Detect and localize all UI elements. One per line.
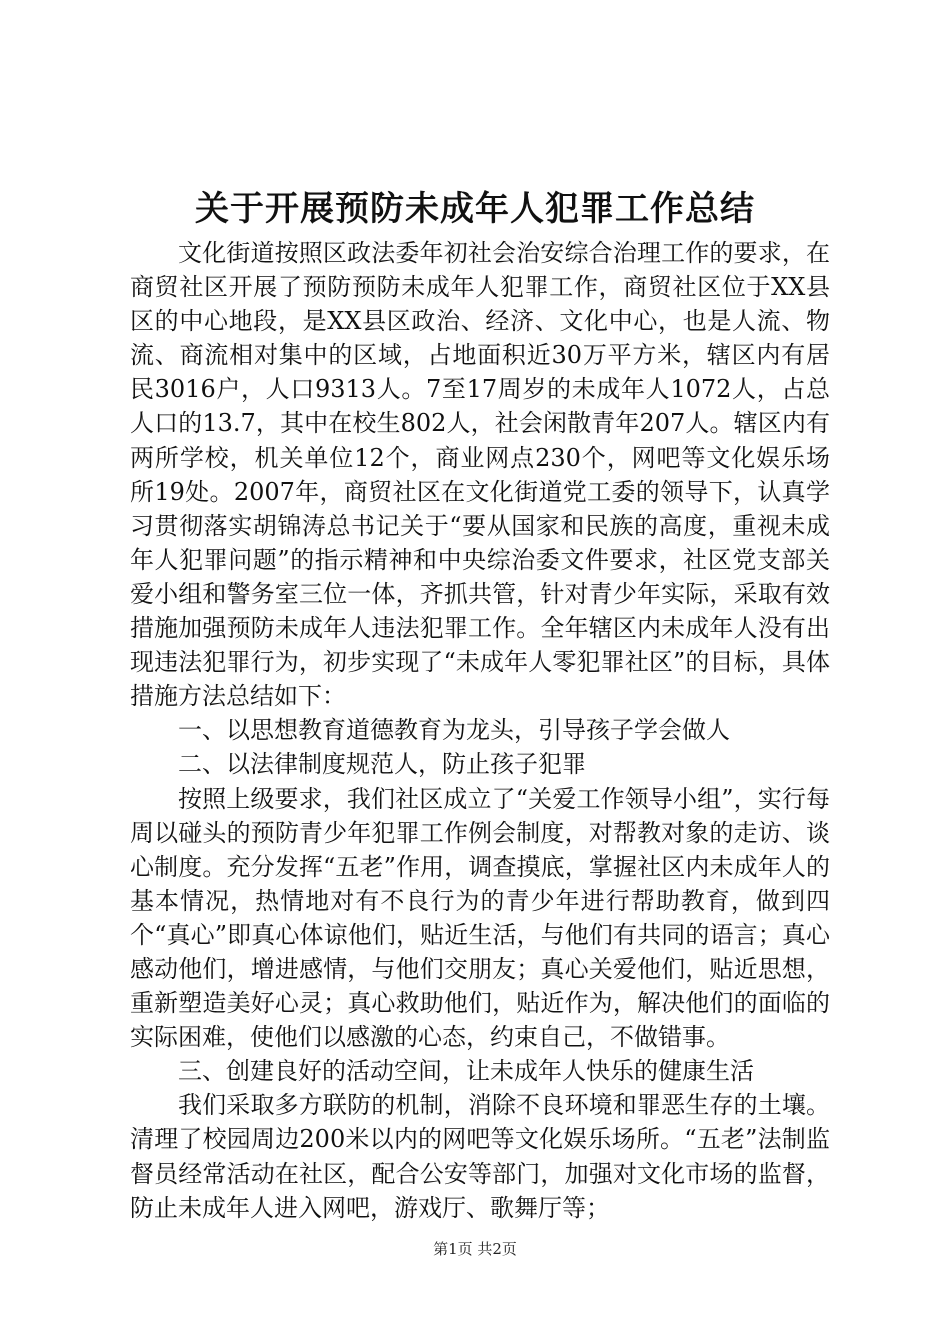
heading-section-3: 三、创建良好的活动空间，让未成年人快乐的健康生活 [178,1057,754,1086]
heading-section-2: 二、以法律制度规范人，防止孩子犯罪 [178,750,586,779]
document-title: 关于开展预防未成年人犯罪工作总结 [195,189,755,229]
paragraph-intro: 文化街道按照区政法委年初社会治安综合治理工作的要求，在商贸社区开展了预防预防未成年人犯罪工作，商贸社区位于XX县区的中心地段，是XX县区政治、经济、文化中心，也是人流、物流、商流相对集中的区域，占地面积近30万平方米，辖区内有居民3016户，人口9313人。7至17周岁的未成年人1072人，占总人口的13.7，其中在校生802人，社会闲散青年207人。辖区内有两所学校，机关单位12个，商业网点230个，网吧等文化娱乐场所19处。2007年，商贸社区在文化街道党工委的领导下，认真学习贯彻落实胡锦涛总书记关于“要从国家和民族的高度，重视未成年人犯罪问题”的指示精神和中央综治委文件要求，社区党支部关爱小组和警务室三位一体，齐抓共管，针对青少年实际，采取有效措施加强预防未成年人违法犯罪工作。全年辖区内未成年人没有出现违法犯罪行为，初步实现了“未成年人零犯罪社区”的目标，具体措施方法总结如下： [130,239,830,711]
page-number-footer: 第1页 共2页 [433,1240,517,1258]
heading-section-1: 一、以思想教育道德教育为龙头，引导孩子学会做人 [178,716,730,745]
paragraph-section-3: 我们采取多方联防的机制，消除不良环境和罪恶生存的土壤。清理了校园周边200米以内的网吧等文化娱乐场所。“五老”法制监督员经常活动在社区，配合公安等部门，加强对文化市场的监督，防止未成年人进入网吧，游戏厅、歌舞厅等； [130,1091,830,1222]
document-body [130,236,830,1225]
paragraph-section-2: 按照上级要求，我们社区成立了“关爱工作领导小组”，实行每周以碰头的预防青少年犯罪工作例会制度，对帮教对象的走访、谈心制度。充分发挥“五老”作用，调查摸底，掌握社区内未成年人的基本情况，热情地对有不良行为的青少年进行帮助教育，做到四个“真心”即真心体谅他们，贴近生活，与他们有共同的语言；真心感动他们，增进感情，与他们交朋友；真心关爱他们，贴近思想，重新塑造美好心灵；真心救助他们，贴近作为，解决他们的面临的实际困难，使他们以感激的心态，约束自己，不做错事。 [130,784,830,1052]
